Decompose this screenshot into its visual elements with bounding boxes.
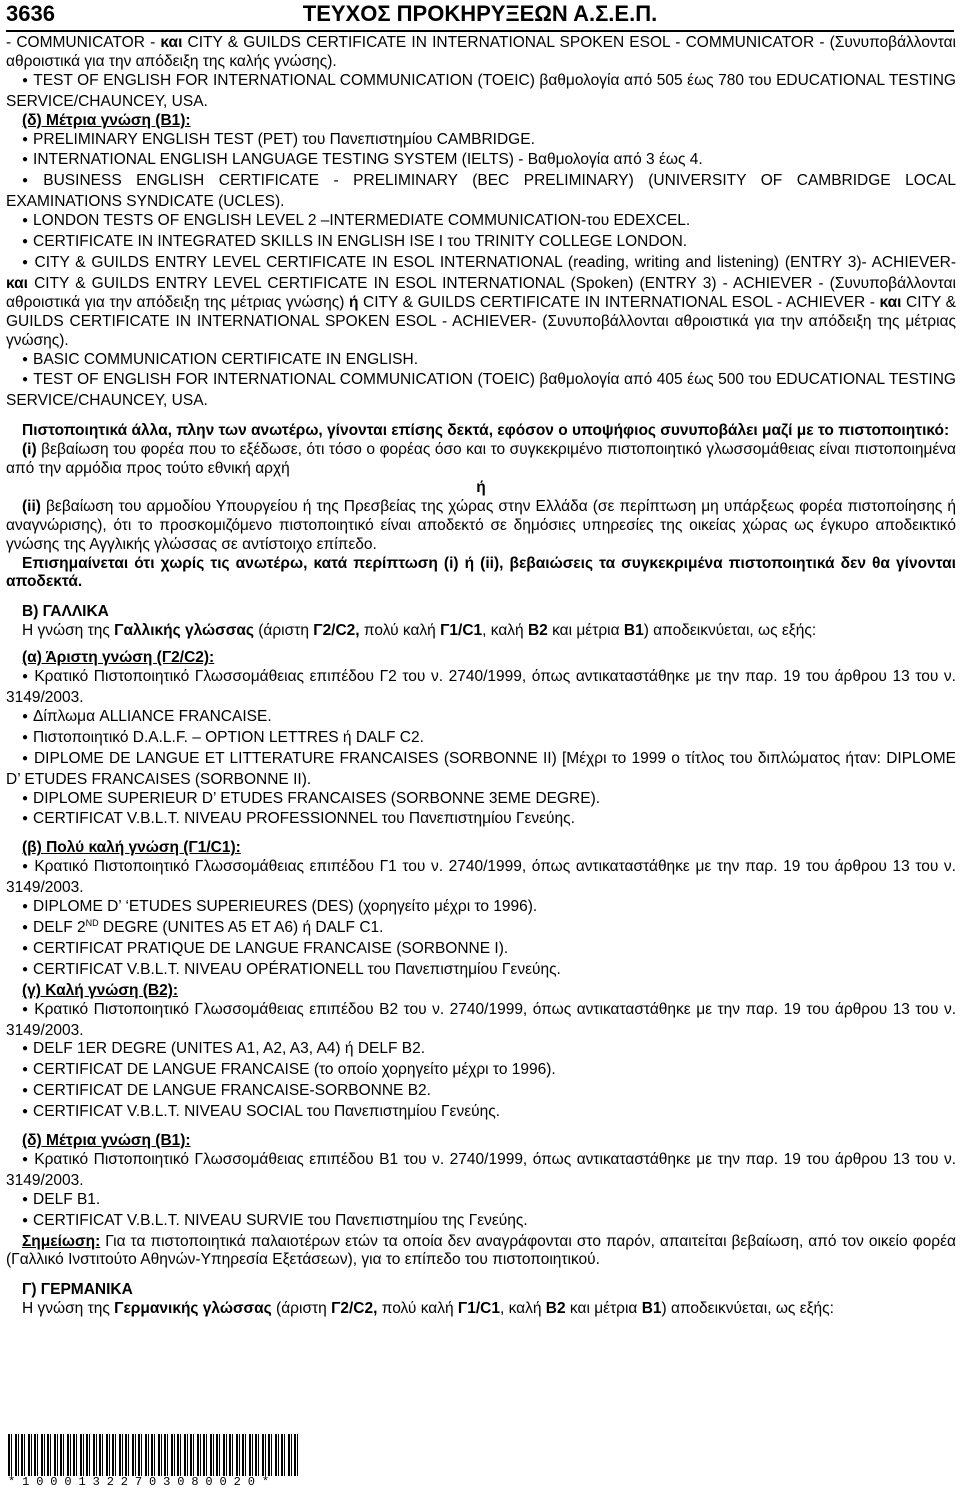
or-separator: ή xyxy=(476,478,486,496)
list-item: ● CERTIFICAT V.B.L.T. NIVEAU SURVIE του Πανεπιστημίου της Γενεύης. xyxy=(6,1212,956,1233)
list-item: ● Δίπλωμα ALLIANCE FRANCAISE. xyxy=(6,708,956,729)
french-note: Σημείωση: Για τα πιστοποιητικά παλαιοτέρων ετών τα οποία δεν αναγράφονται στο παρόν, απαιτείται βεβαίωση, από τον οικείο φορέα (Γαλλικό Ινστιτούτο Αθηνών-Υπηρεσία Εξετάσεων), για το επίπεδο του πιστοποιητικού. xyxy=(6,1232,956,1269)
page-number: 3636 xyxy=(6,1,55,26)
english-b1-heading: (δ) Μέτρια γνώση (Β1): xyxy=(22,111,191,129)
list-item: ● Κρατικό Πιστοποιητικό Γλωσσομάθειας επιπέδου Β1 του ν. 2740/1999, όπως αντικαταστάθηκε με την παρ. 19 του άρθρου 13 του ν. 3149/2003. xyxy=(6,1151,956,1191)
french-b1-heading: (δ) Μέτρια γνώση (Β1): xyxy=(22,1132,191,1150)
german-section-title: Γ) ΓΕΡΜΑΝΙΚΑ xyxy=(22,1281,133,1299)
communicator-paragraph: - COMMUNICATOR - και CITY & GUILDS CERTIFICATE IN INTERNATIONAL SPOKEN ESOL - COMMUNICATOR - (Συνυποβάλλονται αθροιστικά για την απόδειξη της καλής γνώσης). xyxy=(6,34,956,70)
page-header xyxy=(6,2,954,26)
list-item: ● CERTIFICAT DE LANGUE FRANCAISE (το οποίο χορηγείτο μέχρι το 1996). xyxy=(6,1061,956,1082)
list-item: ● LONDON TESTS OF ENGLISH LEVEL 2 –INTERMEDIATE COMMUNICATION-του EDEXCEL. xyxy=(6,212,956,233)
issue-title: ΤΕΥΧΟΣ ΠΡΟΚΗΡΥΞΕΩΝ Α.Σ.Ε.Π. xyxy=(302,1,658,26)
city-guilds-item: ● CITY & GUILDS ENTRY LEVEL CERTIFICATE IN ESOL INTERNATIONAL (reading, writing and listening) (ENTRY 3)- ACHIEVER- και CITY & GUILDS ENTRY LEVEL CERTIFICATE IN ESOL INTERNATIONAL (Spoken) (ENTRY 3) - ACHIEVER - (Συνυποβάλλονται αθροιστικά για την απόδειξη της μέτριας γνώσης) ή CITY & GUILDS CERTIFICATE IN INTERNATIONAL ESOL - ACHIEVER - και CITY & GUILDS CERTIFICATE IN INTERNATIONAL SPOKEN ESOL - ACHIEVER- (Συνυποβάλλονται αθροιστικά για την απόδειξη της μέτριας γνώσης). xyxy=(6,254,956,351)
list-item: ● DELF B1. xyxy=(6,1191,956,1212)
list-item: ● DELF 1ER DEGRE (UNITES A1, A2, A3, A4) ή DELF B2. xyxy=(6,1040,956,1061)
barcode-bars xyxy=(8,1434,300,1476)
french-intro: Η γνώση της Γαλλικής γλώσσας (άριστη Γ2/C2, πολύ καλή Γ1/C1, καλή Β2 και μέτρια Β1) αποδεικνύεται, ως εξής: xyxy=(22,622,817,640)
list-item: ● BASIC COMMUNICATION CERTIFICATE IN ENGLISH. xyxy=(6,351,956,372)
condition-i: (i) βεβαίωση του φορέα που το εξέδωσε, ότι τόσο ο φορέας όσο και το συγκεκριμένο πιστοποιητικό γλωσσομάθειας είναι πιστοποιημένα από την αρμόδια προς τούτο εθνική αρχή xyxy=(6,441,956,478)
list-item: ● PRELIMINARY ENGLISH TEST (PET) του Πανεπιστημίου CAMBRIDGE. xyxy=(6,131,956,152)
barcode-digits: *10001322703080020* xyxy=(8,1475,276,1489)
french-b2-heading: (γ) Καλή γνώση (Β2): xyxy=(22,981,179,999)
list-item: ● INTERNATIONAL ENGLISH LANGUAGE TESTING SYSTEM (IELTS) - Βαθμολογία από 3 έως 4. xyxy=(6,151,956,172)
list-item: ● Κρατικό Πιστοποιητικό Γλωσσομάθειας επιπέδου Γ2 του ν. 2740/1999, όπως αντικαταστάθηκε με την παρ. 19 του άρθρου 13 του ν. 3149/2003. xyxy=(6,668,956,708)
barcode xyxy=(8,1434,300,1488)
delf2-item: ● DELF 2ND DEGRE (UNITES A5 ET A6) ή DALF C1. xyxy=(6,919,956,940)
toeic-moderate-item: ● TEST OF ENGLISH FOR INTERNATIONAL COMMUNICATION (TOEIC) βαθμολογία από 405 έως 500 του EDUCATIONAL TESTING SERVICE/CHAUNCEY, USA. xyxy=(6,371,956,411)
list-item: ● DIPLOME DE LANGUE ET LITTERATURE FRANCAISES (SORBONNE II) [Μέχρι το 1999 ο τίτλος του διπλώματος ήταν: DIPLOME D’ ETUDES FRANCAISES (SORBONNE II). xyxy=(6,750,956,790)
list-item: ● CERTIFICAT PRATIQUE DE LANGUE FRANCAISE (SORBONNE I). xyxy=(6,940,956,961)
warning-note: Επισημαίνεται ότι χωρίς τις ανωτέρω, κατά περίπτωση (i) ή (ii), βεβαιώσεις τα συγκεκριμένα πιστοποιητικά δεν θα γίνονται αποδεκτά. xyxy=(6,554,956,591)
list-item: ● CERTIFICAT V.B.L.T. NIVEAU OPÉRATIONELL του Πανεπιστημίου Γενεύης. xyxy=(6,961,956,982)
toeic-good-item: ● TEST OF ENGLISH FOR INTERNATIONAL COMMUNICATION (TOEIC) βαθμολογία από 505 έως 780 του EDUCATIONAL TESTING SERVICE/CHAUNCEY, USA. xyxy=(6,72,956,112)
french-c2-heading: (α) Άριστη γνώση (Γ2/C2): xyxy=(22,649,215,667)
list-item: ● Κρατικό Πιστοποιητικό Γλωσσομάθειας επιπέδου Β2 του ν. 2740/1999, όπως αντικαταστάθηκε με την παρ. 19 του άρθρου 13 του ν. 3149/2003. xyxy=(6,1001,956,1041)
list-item: ● BUSINESS ENGLISH CERTIFICATE - PRELIMINARY (BEC PRELIMINARY) (UNIVERSITY OF CAMBRIDGE LOCAL EXAMINATIONS SYNDICATE (UCLES). xyxy=(6,172,956,212)
list-item: ● DIPLOME SUPERIEUR D’ ETUDES FRANCAISES (SORBONNE 3EME DEGRE). xyxy=(6,790,956,811)
other-certs-intro: Πιστοποιητικά άλλα, πλην των ανωτέρω, γίνονται επίσης δεκτά, εφόσον ο υποψήφιος συνυποβάλει μαζί με το πιστοποιητικό: xyxy=(22,422,950,440)
list-item: ● CERTIFICAT V.B.L.T. NIVEAU SOCIAL του Πανεπιστημίου Γενεύης. xyxy=(6,1103,956,1124)
list-item: ● CERTIFICATE IN INTEGRATED SKILLS IN ENGLISH ISE I του TRINITY COLLEGE LONDON. xyxy=(6,233,956,254)
german-intro: Η γνώση της Γερμανικής γλώσσας (άριστη Γ2/C2, πολύ καλή Γ1/C1, καλή Β2 και μέτρια Β1) αποδεικνύεται, ως εξής: xyxy=(22,1300,834,1318)
list-item: ● CERTIFICAT DE LANGUE FRANCAISE-SORBONNE B2. xyxy=(6,1082,956,1103)
condition-ii: (ii) βεβαίωση του αρμοδίου Υπουργείου ή της Πρεσβείας της χώρας στην Ελλάδα (σε περίπτωση μη υπάρξεως φορέα πιστοποίησης ή αναγνώρισης), ότι το προσκομιζόμενο πιστοποιητικό είναι αποδεκτό σε δημόσιες υπηρεσίες της οικείας χώρας ως έγκυρο αποδεικτικό γνώσης της Αγγλικής γλώσσας σε αντίστοιχο επίπεδο. xyxy=(6,497,956,553)
header-rule xyxy=(6,30,954,32)
list-item: ● DIPLOME D’ ‘ETUDES SUPERIEURES (DES) (χορηγείτο μέχρι το 1996). xyxy=(6,898,956,919)
document-body xyxy=(6,34,956,1319)
list-item: ● Πιστοποιητικό D.A.L.F. – OPTION LETTRES ή DALF C2. xyxy=(6,729,956,750)
french-c1-heading: (β) Πολύ καλή γνώση (Γ1/C1): xyxy=(22,839,241,857)
french-section-title: Β) ΓΑΛΛΙΚΑ xyxy=(22,603,109,621)
list-item: ● Κρατικό Πιστοποιητικό Γλωσσομάθειας επιπέδου Γ1 του ν. 2740/1999, όπως αντικαταστάθηκε με την παρ. 19 του άρθρου 13 του ν. 3149/2003. xyxy=(6,858,956,898)
list-item: ● CERTIFICAT V.B.L.T. NIVEAU PROFESSIONNEL του Πανεπιστημίου Γενεύης. xyxy=(6,810,956,831)
